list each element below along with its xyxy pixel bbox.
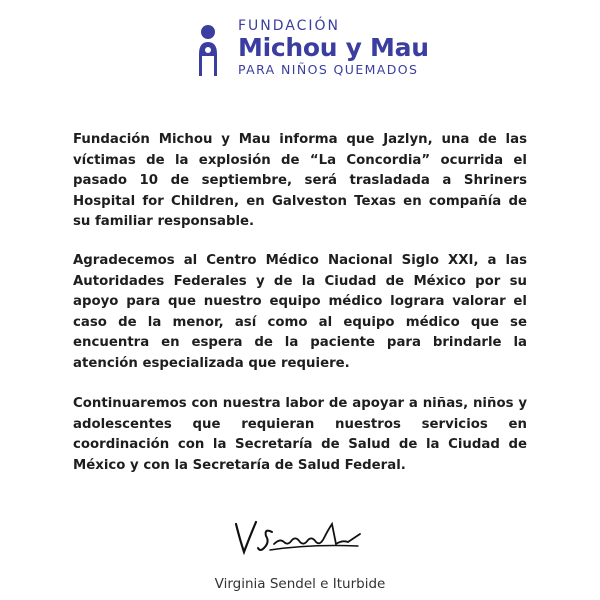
logo-org-line1: FUNDACIÓN <box>238 18 341 34</box>
signer-name: Virginia Sendel e Iturbide <box>214 576 386 592</box>
statement-paragraph-1: Fundación Michou y Mau informa que Jazlyn, una de las víctimas de la explosión de “La Concordia” ocurrida el pasado 10 de septiembre, será trasladada a Shriners Hospital for Children, en Galveston Texas en compañía de su familiar responsable. <box>73 132 527 229</box>
statement-paragraph-3: Continuaremos con nuestra labor de apoyar a niñas, niños y adolescentes que requieran nuestros servicios en coordinación con la Secretaría de Salud de la Ciudad de México y con la Secretaría de Salud Federal. <box>73 396 527 473</box>
statement-paragraph-2: Agradecemos al Centro Médico Nacional Siglo XXI, a las Autoridades Federales y de la Ciudad de México por su apoyo para que nuestro equipo médico lograra valorar el caso de la menor, así como al equipo médico que se encuentra en espera de la paciente para brindarle la atención especializada que requiere. <box>73 253 527 371</box>
logo-mark-icon <box>178 14 234 80</box>
organization-logo <box>178 14 438 92</box>
handwritten-signature <box>230 510 370 560</box>
logo-org-tagline: PARA NIÑOS QUEMADOS <box>238 62 419 77</box>
logo-org-name: Michou y Mau <box>238 33 429 62</box>
